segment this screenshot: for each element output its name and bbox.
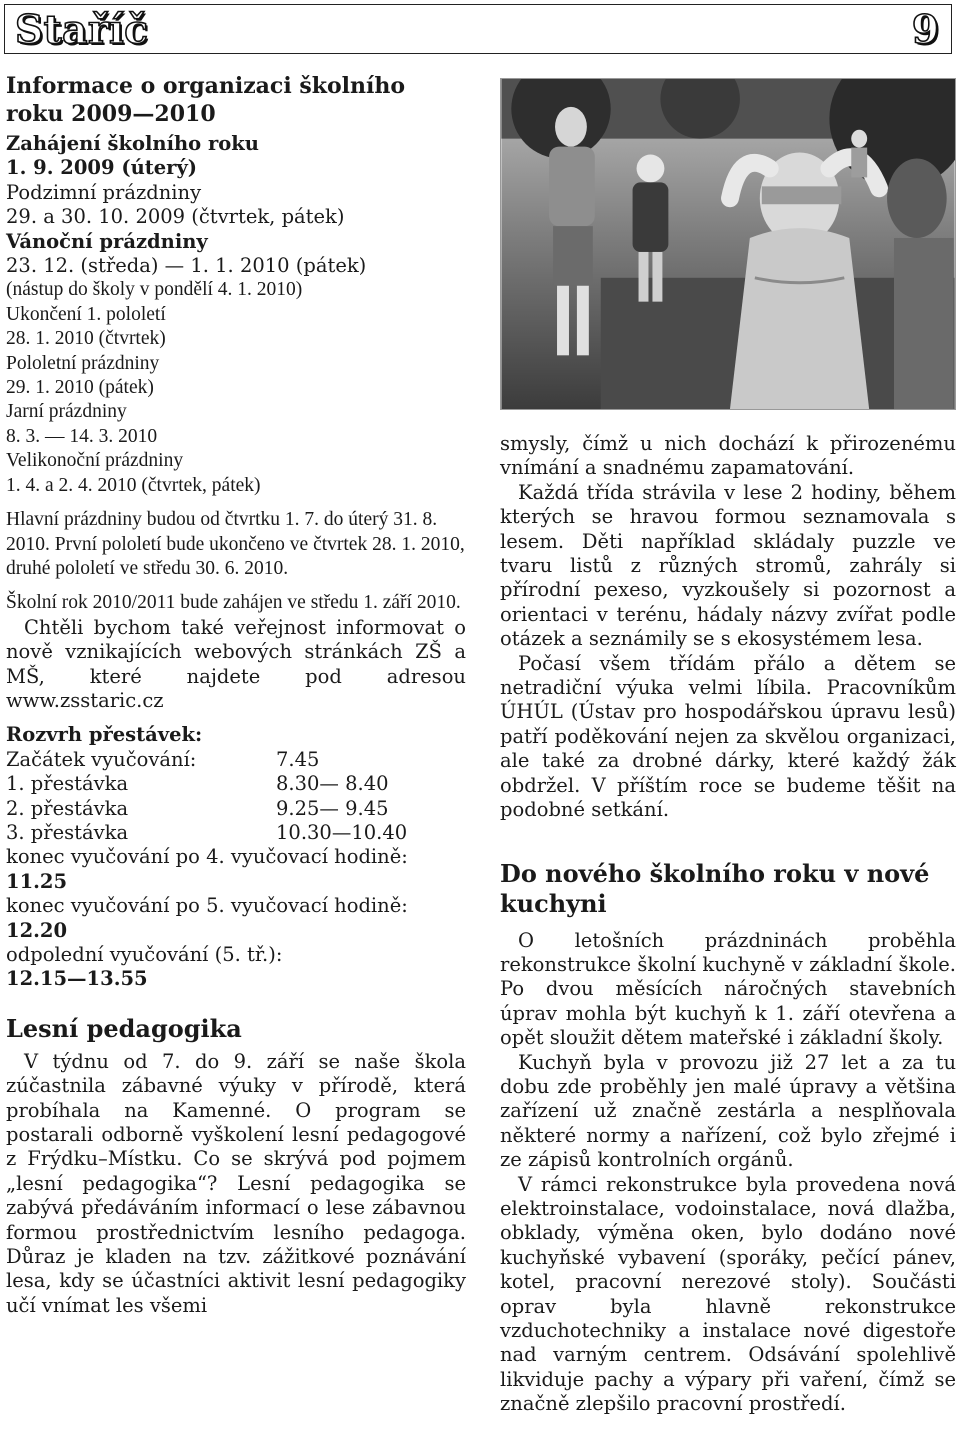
schedule-label: 3. přestávka <box>6 820 129 844</box>
date-line: (nástup do školy v pondělí 4. 1. 2010) <box>6 279 303 301</box>
end5-label: konec vyučování po 5. vyučovací hodině: <box>6 894 408 918</box>
schedule-row <box>6 821 466 845</box>
kitchen-heading: Do nového školního roku v nové kuchyni <box>500 858 930 918</box>
newsletter-title: Staříč <box>15 7 149 53</box>
date-line: 23. 12. (středa) — 1. 1. 2010 (pátek) <box>6 254 367 278</box>
date-line: Ukončení 1. pololetí <box>6 303 166 325</box>
schedule-time: 10.30—10.40 <box>276 820 408 844</box>
forest-photo <box>500 78 956 410</box>
schedule-row <box>6 797 466 821</box>
schedule-time: 8.30— 8.40 <box>276 772 389 796</box>
end5-value: 12.20 <box>6 918 68 942</box>
date-line: Pololetní prázdniny <box>6 352 160 374</box>
date-line: 28. 1. 2010 (čtvrtek) <box>6 328 166 350</box>
date-line: Velikonoční prázdniny <box>6 450 184 472</box>
afternoon-label: odpolední vyučování (5. tř.): <box>6 943 283 966</box>
date-line: 1. 9. 2009 (úterý) <box>6 156 198 180</box>
date-line: Vánoční prázdniny <box>6 229 208 253</box>
date-line: Zahájení školního roku <box>6 132 259 155</box>
schedule-table <box>6 748 466 846</box>
forest-continued-1: smysly, čímž u nich dochází k přirozenému vnímání a snadnému zapamatování. <box>500 432 956 480</box>
schedule-label: 2. přestávka <box>6 796 129 820</box>
school-year-dates <box>6 132 466 498</box>
date-line: 29. 1. 2010 (pátek) <box>6 377 154 399</box>
schedule-label: Začátek vyučování: <box>6 747 197 771</box>
kitchen-paragraph-1: O letošních prázdninách proběhla rekonstrukce školní kuchyně v základní škole. Po dvou měsících náročných stavebních úprav mohla být kuchyň k 1. září otevřena a opět sloužit dětem mateřské i základní školy. <box>500 928 956 1050</box>
schedule-row <box>6 772 466 796</box>
left-column <box>6 72 466 1318</box>
kitchen-paragraph-2: Kuchyň byla v provozu již 27 let a za tu dobu zde proběhly jen malé úpravy a většina zařízení už značně zestárla a nesplňovala některé normy a nařízení, což bylo zřejmé i ze zápisů kontrolních orgánů. <box>500 1050 956 1172</box>
schedule-time: 9.25— 9.45 <box>276 796 389 820</box>
forest-continued-3: Počasí všem třídám přálo a dětem se netradiční výuka velmi líbila. Pracovníkům ÚHÚL (Ústav pro hospodářskou úpravu lesů) patří poděkování nejen za skvělou organizaci, ale také za drobné dárky, které každý žák obdržel. V příštím roce se budeme těšit na podobné setkání. <box>500 651 956 822</box>
end4-value: 11.25 <box>6 869 68 893</box>
kitchen-paragraph-3: V rámci rekonstrukce byla provedena nová elektroinstalace, vodoinstalace, nová dlažba, obklady, výměna oken, bylo dodáno nové kuchyňské vybavení (sporáky, pečící pánev, kotel, pracovní nerezové stoly). Součásti oprav byla hlavně rekonstrukce vzduchotechniky a instalace nové digestoře nad varným centrem. Odsávání spolehlivě likviduje pachy a výpary při vaření, čímž se značně zlepšilo pracovní prostředí. <box>500 1172 956 1416</box>
date-line: 29. a 30. 10. 2009 (čtvrtek, pátek) <box>6 205 345 229</box>
date-line: 8. 3. — 14. 3. 2010 <box>6 425 158 447</box>
end4-label: konec vyučování po 4. vyučovací hodině: <box>6 845 408 869</box>
info-heading: Informace o organizaci školního roku 2009—2010 <box>6 73 406 127</box>
page-number: 9 <box>911 7 939 53</box>
schedule-row <box>6 748 466 772</box>
schedule-time: 7.45 <box>276 747 320 771</box>
new-year-paragraph: Školní rok 2010/2011 bude zahájen ve středu 1. září 2010. <box>6 592 461 614</box>
website-paragraph: Chtěli bychom také veřejnost informovat o nově vznikajících webových stránkách ZŠ a MŠ, které najdete pod adresou www.zsstaric.cz <box>6 615 466 712</box>
schedule-label: 1. přestávka <box>6 772 129 796</box>
right-column <box>500 78 956 1417</box>
date-line: 1. 4. a 2. 4. 2010 (čtvrtek, pátek) <box>6 474 261 496</box>
date-line: Podzimní prázdniny <box>6 180 202 204</box>
forest-paragraph: V týdnu od 7. do 9. září se naše škola zúčastnila zábavné výuky v přírodě, která probíhala na Kamenné. O program se postarali odborně vyškolení lesní pedagogové z Frýdku–Místku. Co se skrývá pod pojmem „lesní pedagogika“? Lesní pedagogika se zabývá předáváním informací o lese zábavnou formou prostřednictvím lesního pedagoga. Důraz je kladen na tzv. zážitkové poznávání lesa, kdy se účastníci aktivit lesní pedagogiky učí vnímat les všemi <box>6 1049 466 1317</box>
page-header <box>4 4 952 54</box>
schedule-heading: Rozvrh přestávek: <box>6 723 203 747</box>
forest-heading: Lesní pedagogika <box>6 1013 242 1043</box>
date-line: Jarní prázdniny <box>6 401 127 423</box>
holiday-paragraph: Hlavní prázdniny budou od čtvrtku 1. 7. do úterý 31. 8. 2010. První pololetí bude ukončeno ve čtvrtek 28. 1. 2010, druhé pololetí ve středu 30. 6. 2010. <box>6 509 465 579</box>
forest-continued-2: Každá třída strávila v lese 2 hodiny, během kterých se hravou formou seznamovala s lesem. Děti například skládaly puzzle ve tvaru listů z různých stromů, zahrály si přírodní pexeso, vyzkoušely si pozornost a orientaci v terénu, hádaly názvy zvířat podle otázek a seznámily se s ekosystémem lesa. <box>500 480 956 651</box>
afternoon-value: 12.15—13.55 <box>6 967 148 991</box>
